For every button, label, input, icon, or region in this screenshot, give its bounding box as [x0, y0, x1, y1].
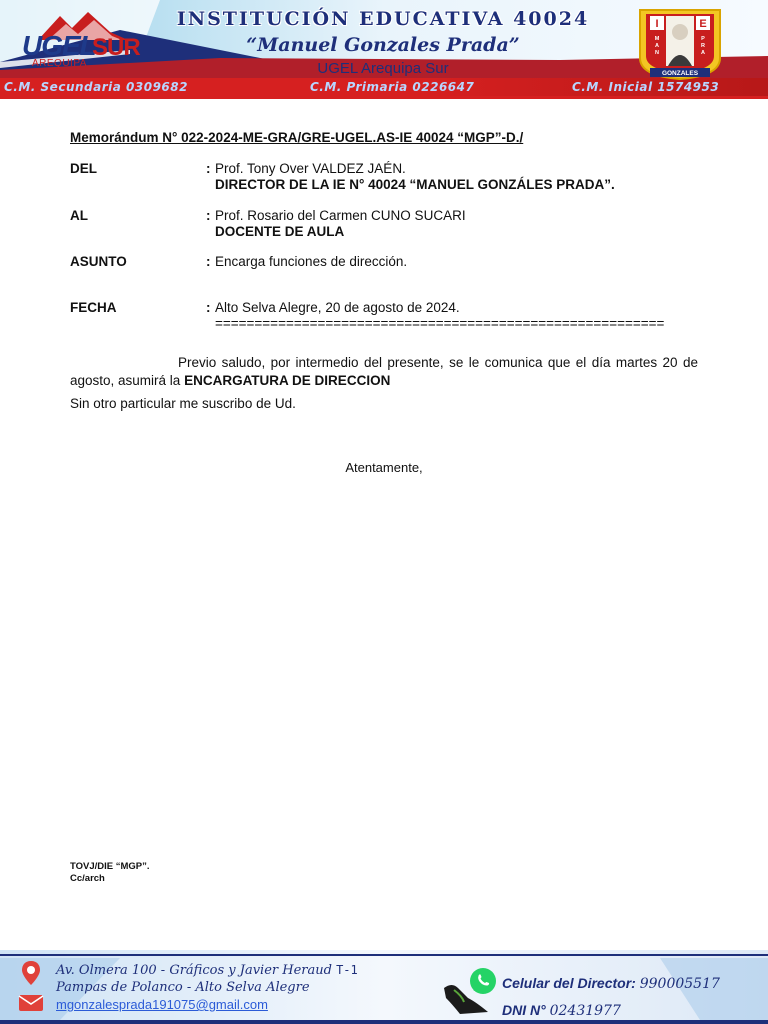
ugel-brand-text: UGEL: [22, 30, 96, 61]
reference-initials: [70, 861, 150, 885]
cm-inicial: C.M. Inicial 1574953: [572, 80, 720, 94]
ugel-sur-text: SUR: [92, 34, 140, 61]
closing-line: Sin otro particular me suscribo de Ud.: [70, 396, 296, 411]
memo-paragraph: [70, 354, 698, 390]
paragraph-text: Previo saludo, por intermedio del presente, se le comunica que el día martes 20 de agosto, asumirá la: [70, 355, 698, 388]
svg-text:GONZALES: GONZALES: [661, 70, 699, 77]
svg-text:R: R: [701, 43, 705, 49]
memo-title: Memorándum N° 022-2024-ME-GRA/GRE-UGEL.AS-IE 40024 “MGP”-D./: [70, 130, 524, 145]
director-dni: [502, 997, 720, 1024]
al-position: DOCENTE DE AULA: [215, 224, 345, 239]
del-position: DIRECTOR DE LA IE N° 40024 “MANUEL GONZÁLES PRADA”.: [215, 177, 615, 192]
phone-separator: :: [631, 975, 640, 991]
ref-cc: Cc/arch: [70, 873, 105, 884]
svg-text:N: N: [655, 50, 659, 56]
institution-title: INSTITUCIÓN EDUCATIVA 40024: [176, 8, 590, 30]
address-text-1: Av. Olmera 100 - Gráficos y Javier Heraud: [56, 963, 337, 978]
al-colon: :: [206, 208, 211, 223]
asunto-value: Encarga funciones de dirección.: [215, 254, 408, 269]
sign-off: Atentamente,: [345, 460, 423, 475]
separator-line: =========================================================: [215, 316, 665, 331]
al-label: AL: [70, 208, 88, 223]
paragraph-bold-text: ENCARGATURA DE DIRECCION: [184, 373, 391, 388]
del-colon: :: [206, 161, 211, 176]
svg-text:M: M: [654, 36, 660, 42]
cm-secundaria: C.M. Secundaria 0309682: [4, 80, 188, 94]
asunto-label: ASUNTO: [70, 254, 127, 269]
director-phone: [502, 970, 720, 997]
del-label: DEL: [70, 161, 97, 176]
mail-icon: [18, 992, 44, 1012]
svg-text:P: P: [701, 36, 705, 42]
phone-number[interactable]: 990005517: [639, 976, 720, 992]
phone-label: Celular del Director: [502, 975, 632, 991]
footer-contact: [502, 970, 720, 1024]
svg-text:A: A: [655, 43, 659, 49]
svg-text:I: I: [655, 18, 659, 30]
del-value: Prof. Tony Over VALDEZ JAÉN.: [215, 161, 406, 176]
address-line-2: Pampas de Polanco - Alto Selva Alegre: [56, 980, 310, 995]
dni-number: 02431977: [549, 1003, 621, 1019]
letterhead-footer: [0, 950, 768, 1024]
fecha-colon: :: [206, 300, 211, 315]
footer-address: [56, 962, 358, 1013]
address-tail: T-1: [336, 963, 358, 977]
dni-label: DNI N°: [502, 1002, 546, 1018]
institution-subtitle: UGEL Arequipa Sur: [317, 60, 449, 77]
svg-text:E: E: [699, 18, 707, 30]
ref-initials: TOVJ/DIE “MGP”.: [70, 861, 150, 872]
al-value: Prof. Rosario del Carmen CUNO SUCARI: [215, 208, 466, 223]
asunto-colon: :: [206, 254, 211, 269]
fecha-label: FECHA: [70, 300, 117, 315]
cm-primaria: C.M. Primaria 0226647: [310, 80, 475, 94]
svg-text:A: A: [701, 50, 705, 56]
address-line-1: [56, 962, 358, 979]
institution-name: “Manuel Gonzales Prada”: [246, 34, 520, 56]
location-pin-icon: [18, 960, 44, 986]
whatsapp-icon: [468, 966, 498, 996]
footer-email-link[interactable]: mgonzalesprada191075@gmail.com: [56, 997, 268, 1012]
ugel-subtext: AREQUIPA: [32, 58, 87, 69]
fecha-value: Alto Selva Alegre, 20 de agosto de 2024.: [215, 300, 460, 315]
